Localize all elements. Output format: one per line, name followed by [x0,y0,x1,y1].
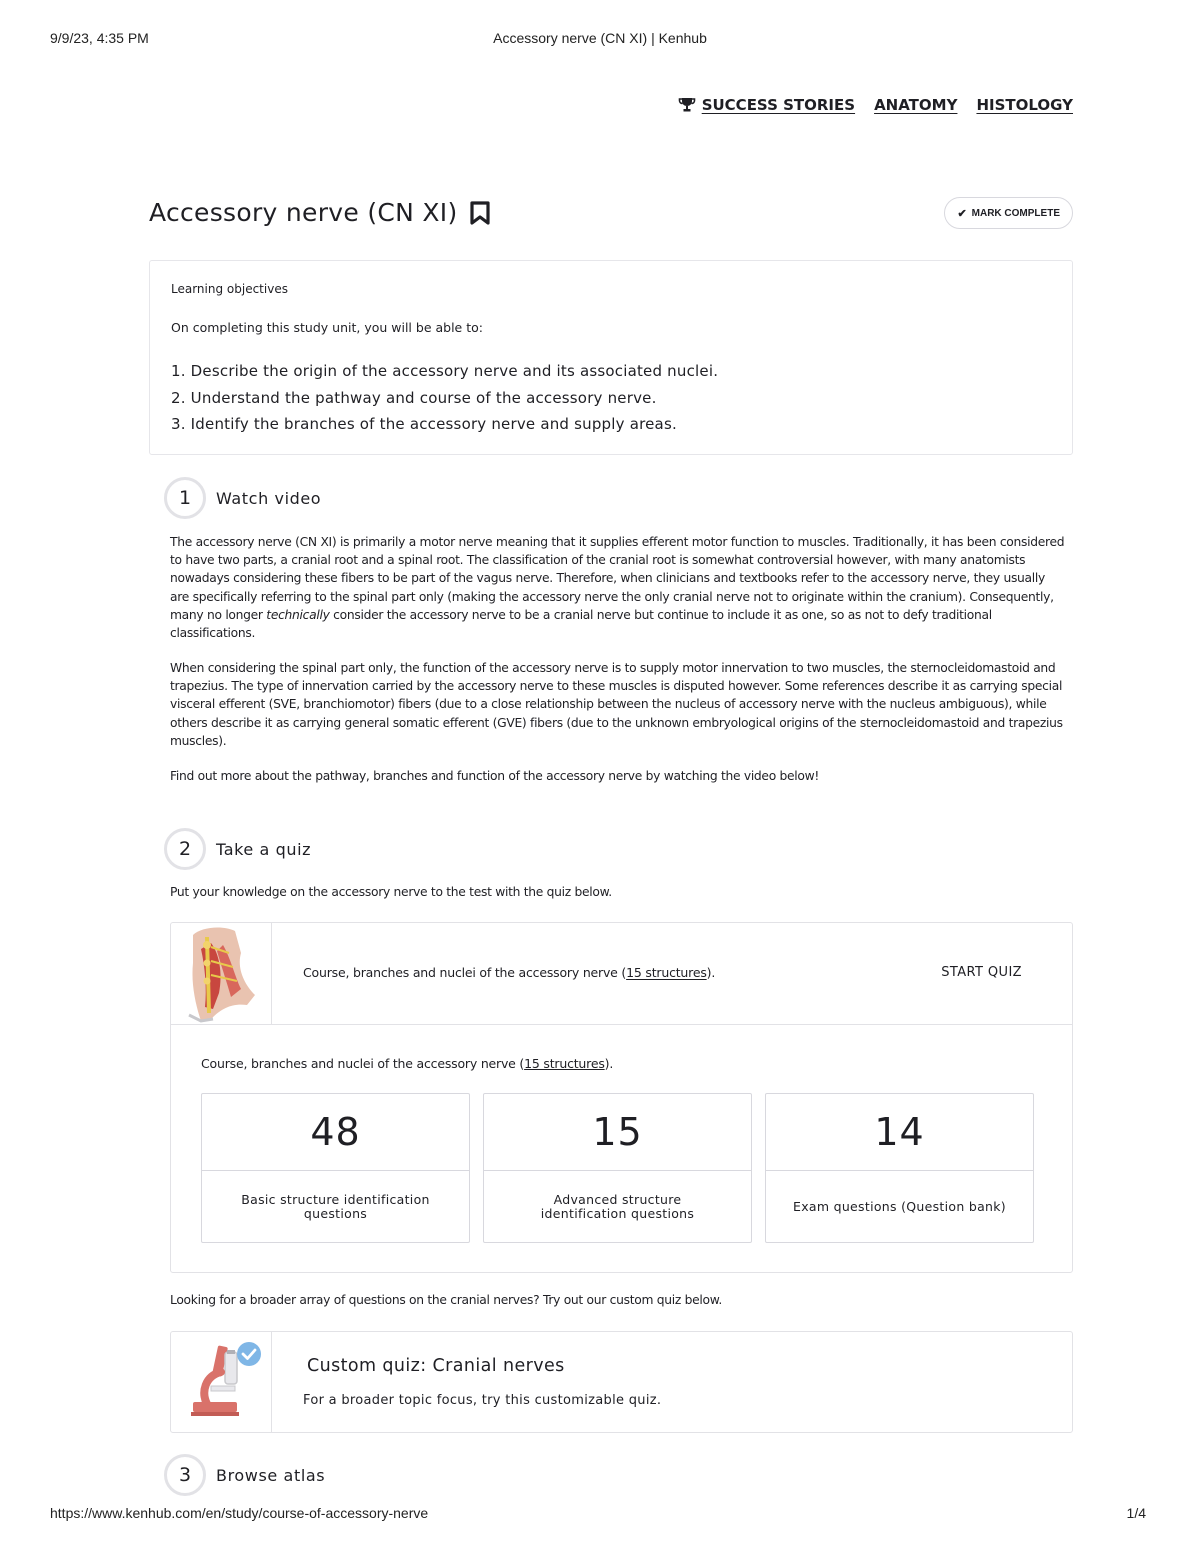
title-row [149,198,1073,234]
step-number: 3 [164,1454,206,1496]
nav-success-stories[interactable] [678,96,855,114]
nav-success-stories-label: SUCCESS STORIES [701,96,856,114]
step-label: Watch video [216,488,322,508]
video-paragraph-1 [170,533,1065,642]
stat-basic-identification[interactable] [201,1093,470,1243]
emphasis-text: technically [266,607,330,622]
objectives-intro: On completing this study unit, you will be able to: [171,320,483,335]
quiz-subtitle [201,1056,613,1071]
quiz-intro: Put your knowledge on the accessory nerve to the test with the quiz below. [170,885,612,899]
step-watch-video [164,477,321,519]
check-icon: ✔ [957,207,967,220]
top-nav [678,96,1073,114]
print-url: https://www.kenhub.com/en/study/course-of-accessory-nerve [50,1505,429,1521]
step-take-quiz [164,828,311,870]
quiz-title-suffix: ). [706,965,716,980]
quiz-structures-link[interactable]: 15 structures [626,965,707,980]
broader-quiz-text: Looking for a broader array of questions on the cranial nerves? Try out our custom quiz below. [170,1293,722,1307]
custom-quiz-card[interactable] [170,1331,1073,1433]
quiz-title [303,965,715,980]
quiz-subtitle-suffix: ). [604,1056,614,1071]
quiz-structures-link[interactable]: 15 structures [524,1056,605,1071]
objective-item: 1. Describe the origin of the accessory nerve and its associated nuclei. [171,362,719,380]
print-doc-title: Accessory nerve (CN XI) | Kenhub [493,30,707,46]
quiz-thumbnail [171,923,272,1024]
quiz-card [170,922,1073,1273]
custom-quiz-description: For a broader topic focus, try this customizable quiz. [303,1393,662,1408]
trophy-icon [678,96,696,114]
bookmark-icon[interactable] [470,201,490,225]
print-header [50,30,1150,50]
paragraph-text: consider the accessory nerve to be a cranial nerve but continue to include it as one, so as not to defy traditional classifications. [170,607,992,641]
quiz-title-text: Course, branches and nuclei of the accessory nerve ( [303,965,627,980]
video-paragraph-3: Find out more about the pathway, branches and function of the accessory nerve by watching the video below! [170,769,820,783]
video-paragraph-2: When considering the spinal part only, the function of the accessory nerve is to supply motor innervation to two muscles, the sternocleidomastoid and trapezius. The type of innervation carried by the accessory nerve to these muscles is disputed however. Some references describe it as carrying special visceral efferent (SVE, branchiomotor) fibers (due to a close relationship between the nucleus of accessory nerve with the nucleus ambiguous), while others describe it as carrying general somatic efferent (GVE) fibers (due to the unknown embryological origins of the sternocleidomastoid and trapezius muscles). [170,661,1063,748]
stat-label: Basic structure identification questions [241,1192,430,1221]
mark-complete-button[interactable] [944,197,1073,229]
learning-objectives-box [149,260,1073,455]
objectives-label: Learning objectives [171,282,288,296]
step-label: Take a quiz [216,839,312,859]
microscope-icon [171,1332,271,1432]
paragraph-text: The accessory nerve (CN XI) is primarily a motor nerve meaning that it supplies efferent motor function to muscles. Traditionally, it has been considered to have two parts, a cranial root and a spinal root. The classification of the cranial root is somewhat controversial however, with many anatomists nowadays considering these fibers to be part of the vagus nerve. Therefore, when clinicians and textbooks refer to the accessory nerve, they usually are specifically referring to the spinal part only (making the accessory nerve the only cranial nerve not to originate within the cranium). Consequently, many no longer [170,535,1065,622]
quiz-card-header[interactable] [171,923,1072,1025]
start-quiz-button[interactable]: START QUIZ [941,965,1022,980]
stat-value: 48 [202,1094,469,1171]
custom-quiz-title: Custom quiz: Cranial nerves [307,1356,565,1376]
print-footer [50,1505,1150,1525]
page-title-text: Accessory nerve (CN XI) [149,198,458,227]
stat-value: 14 [766,1094,1033,1171]
print-datetime: 9/9/23, 4:35 PM [50,30,149,46]
quiz-stats [201,1093,1034,1243]
step-browse-atlas [164,1454,325,1496]
print-page-number: 1/4 [1126,1505,1146,1521]
stat-label: Exam questions (Question bank) [793,1199,1006,1214]
step-label: Browse atlas [216,1465,326,1485]
step-number: 1 [164,477,206,519]
objective-item: 2. Understand the pathway and course of the accessory nerve. [171,388,657,407]
nav-anatomy[interactable]: ANATOMY [874,96,958,114]
custom-quiz-thumbnail [171,1332,272,1432]
objectives-list [171,358,1051,438]
neck-anatomy-illustration [171,923,271,1023]
stat-exam-questions[interactable] [765,1093,1034,1243]
quiz-subtitle-text: Course, branches and nuclei of the accessory nerve ( [201,1056,525,1071]
nav-histology[interactable]: HISTOLOGY [976,96,1073,114]
step-number: 2 [164,828,206,870]
objective-item: 3. Identify the branches of the accessory nerve and supply areas. [171,415,677,433]
stat-value: 15 [484,1094,751,1171]
stat-label: Advanced structure identification questions [540,1192,695,1221]
stat-advanced-identification[interactable] [483,1093,752,1243]
page-title [149,198,1073,227]
mark-complete-label: MARK COMPLETE [971,207,1060,219]
